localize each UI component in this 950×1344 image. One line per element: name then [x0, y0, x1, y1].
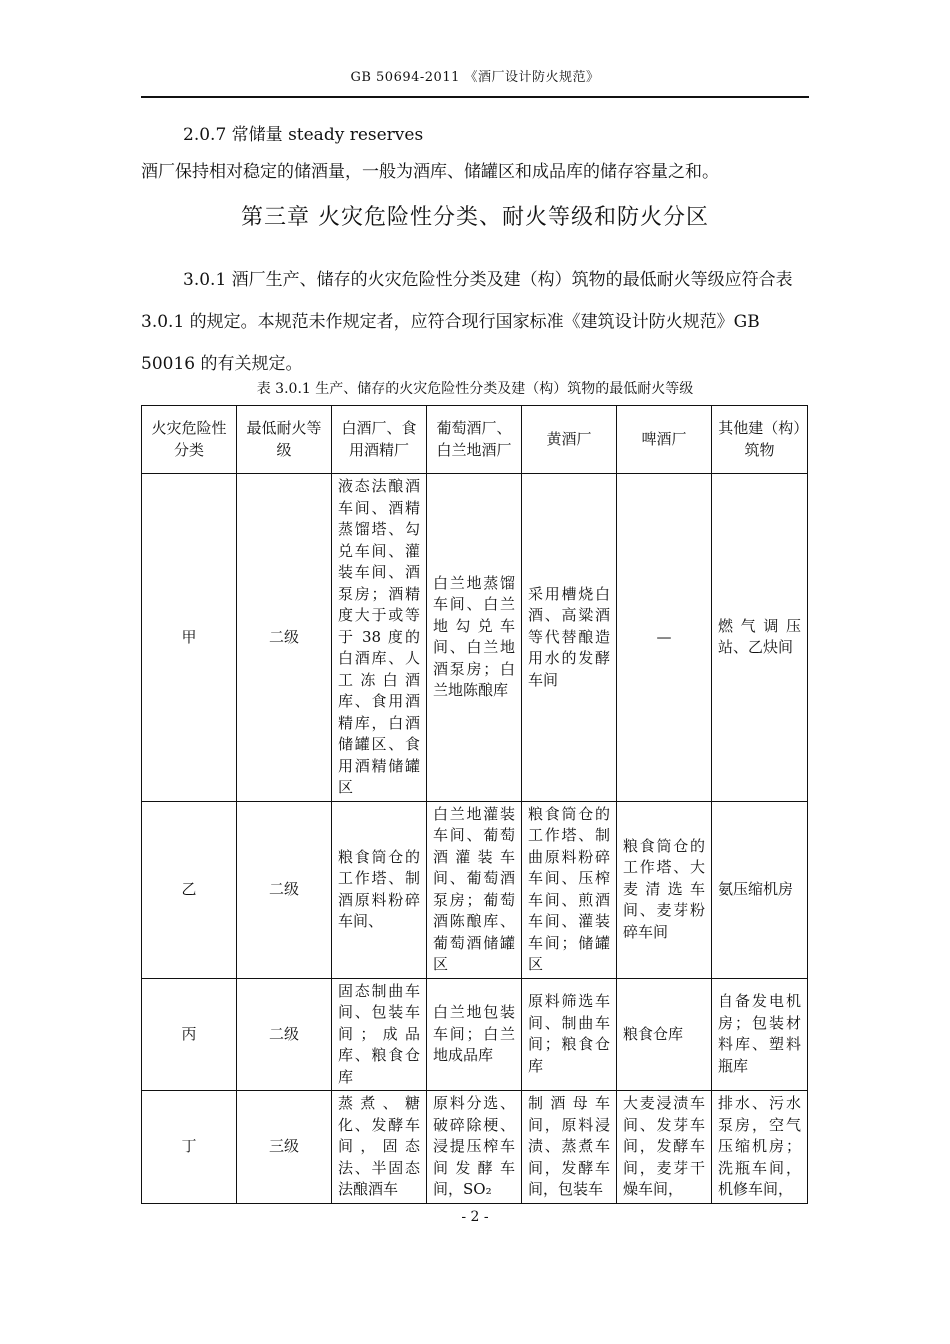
table-cell: 粮食筒仓的工作塔、大麦清选车间、麦芽粉碎车间: [617, 801, 712, 978]
table-cell: 制酒母车间，原料浸渍、蒸煮车间，发酵车间，包装车: [522, 1091, 617, 1204]
chapter-title: 第三章 火灾危险性分类、耐火等级和防火分区: [241, 205, 709, 230]
table-cell: 三级: [237, 1091, 332, 1204]
section-title: 2.0.7 常储量 steady reserves: [183, 125, 424, 145]
table-caption: 表 3.0.1 生产、储存的火灾危险性分类及建（构）筑物的最低耐火等级: [256, 381, 694, 397]
header-hazard-class: 火灾危险性分类: [142, 406, 237, 474]
header-beer: 啤酒厂: [617, 406, 712, 474]
table-cell: 白兰地蒸馏车间、白兰地勾兑车间、白兰地酒泵房；白兰地陈酿库: [427, 474, 522, 802]
table-cell: 粮食筒仓的工作塔、制酒原料粉碎车间、: [332, 801, 427, 978]
section-body: 酒厂保持相对稳定的储酒量，一般为酒库、储罐区和成品库的储存容量之和。: [141, 162, 719, 182]
table-cell: 蒸煮、糖化、发酵车间，固态法、半固态法酿酒车: [332, 1091, 427, 1204]
header-wine: 葡萄酒厂、白兰地酒厂: [427, 406, 522, 474]
table-cell: —: [617, 474, 712, 802]
header-fire-rating: 最低耐火等级: [237, 406, 332, 474]
table-cell: 甲: [142, 474, 237, 802]
table-row: [142, 1091, 808, 1204]
table-header-row: [142, 406, 808, 474]
table-cell: 二级: [237, 801, 332, 978]
table-cell: 自备发电机房；包装材料库、塑料瓶库: [712, 978, 808, 1091]
table-cell: 排水、污水泵房，空气压缩机房；洗瓶车间，机修车间，: [712, 1091, 808, 1204]
table-cell: 丁: [142, 1091, 237, 1204]
table-cell: 乙: [142, 801, 237, 978]
clause-paragraph: 3.0.1 酒厂生产、储存的火灾危险性分类及建（构）筑物的最低耐火等级应符合表 3.0.1 的规定。本规范未作规定者，应符合现行国家标准《建筑设计防火规范》GB 50016 的有关规定。: [141, 270, 793, 374]
table-cell: 白兰地灌装车间、葡萄酒灌装车间、葡萄酒泵房；葡萄酒陈酿库、葡萄酒储罐区: [427, 801, 522, 978]
table-cell: 采用槽烧白酒、高粱酒等代替酿造用水的发酵车间: [522, 474, 617, 802]
table-cell: 二级: [237, 474, 332, 802]
table-cell: 二级: [237, 978, 332, 1091]
header-huangjiu: 黄酒厂: [522, 406, 617, 474]
page-header: GB 50694-2011 《酒厂设计防火规范》: [350, 70, 600, 85]
header-other: 其他建（构）筑物: [712, 406, 808, 474]
table-cell: 氨压缩机房: [712, 801, 808, 978]
table-row: [142, 978, 808, 1091]
table-cell: 原料筛选车间、制曲车间；粮食仓库: [522, 978, 617, 1091]
table-cell: 丙: [142, 978, 237, 1091]
table-cell: 粮食仓库: [617, 978, 712, 1091]
table-cell: 原料分选、破碎除梗、浸提压榨车间发酵车间，SO₂: [427, 1091, 522, 1204]
table-row: [142, 801, 808, 978]
header-baijiu: 白酒厂、食用酒精厂: [332, 406, 427, 474]
table-cell: 粮食筒仓的工作塔、制曲原料粉碎车间、压榨车间、煎酒车间、灌装车间；储罐区: [522, 801, 617, 978]
table-cell: 大麦浸渍车间、发芽车间，发酵车间，麦芽干燥车间，: [617, 1091, 712, 1204]
header-rule: [141, 96, 809, 98]
table-cell: 固态制曲车间、包装车间；成品库、粮食仓库: [332, 978, 427, 1091]
page-number: - 2 -: [461, 1209, 489, 1225]
fire-hazard-table: [141, 405, 808, 1204]
table-cell: 液态法酿酒车间、酒精蒸馏塔、勾兑车间、灌装车间、酒泵房；酒精度大于或等于 38 度的白酒库、人工冻白酒库、食用酒精库，白酒储罐区、食用酒精储罐区: [332, 474, 427, 802]
table-row: [142, 474, 808, 802]
table-cell: 燃气调压站、乙炔间: [712, 474, 808, 802]
table-cell: 白兰地包装车间；白兰地成品库: [427, 978, 522, 1091]
